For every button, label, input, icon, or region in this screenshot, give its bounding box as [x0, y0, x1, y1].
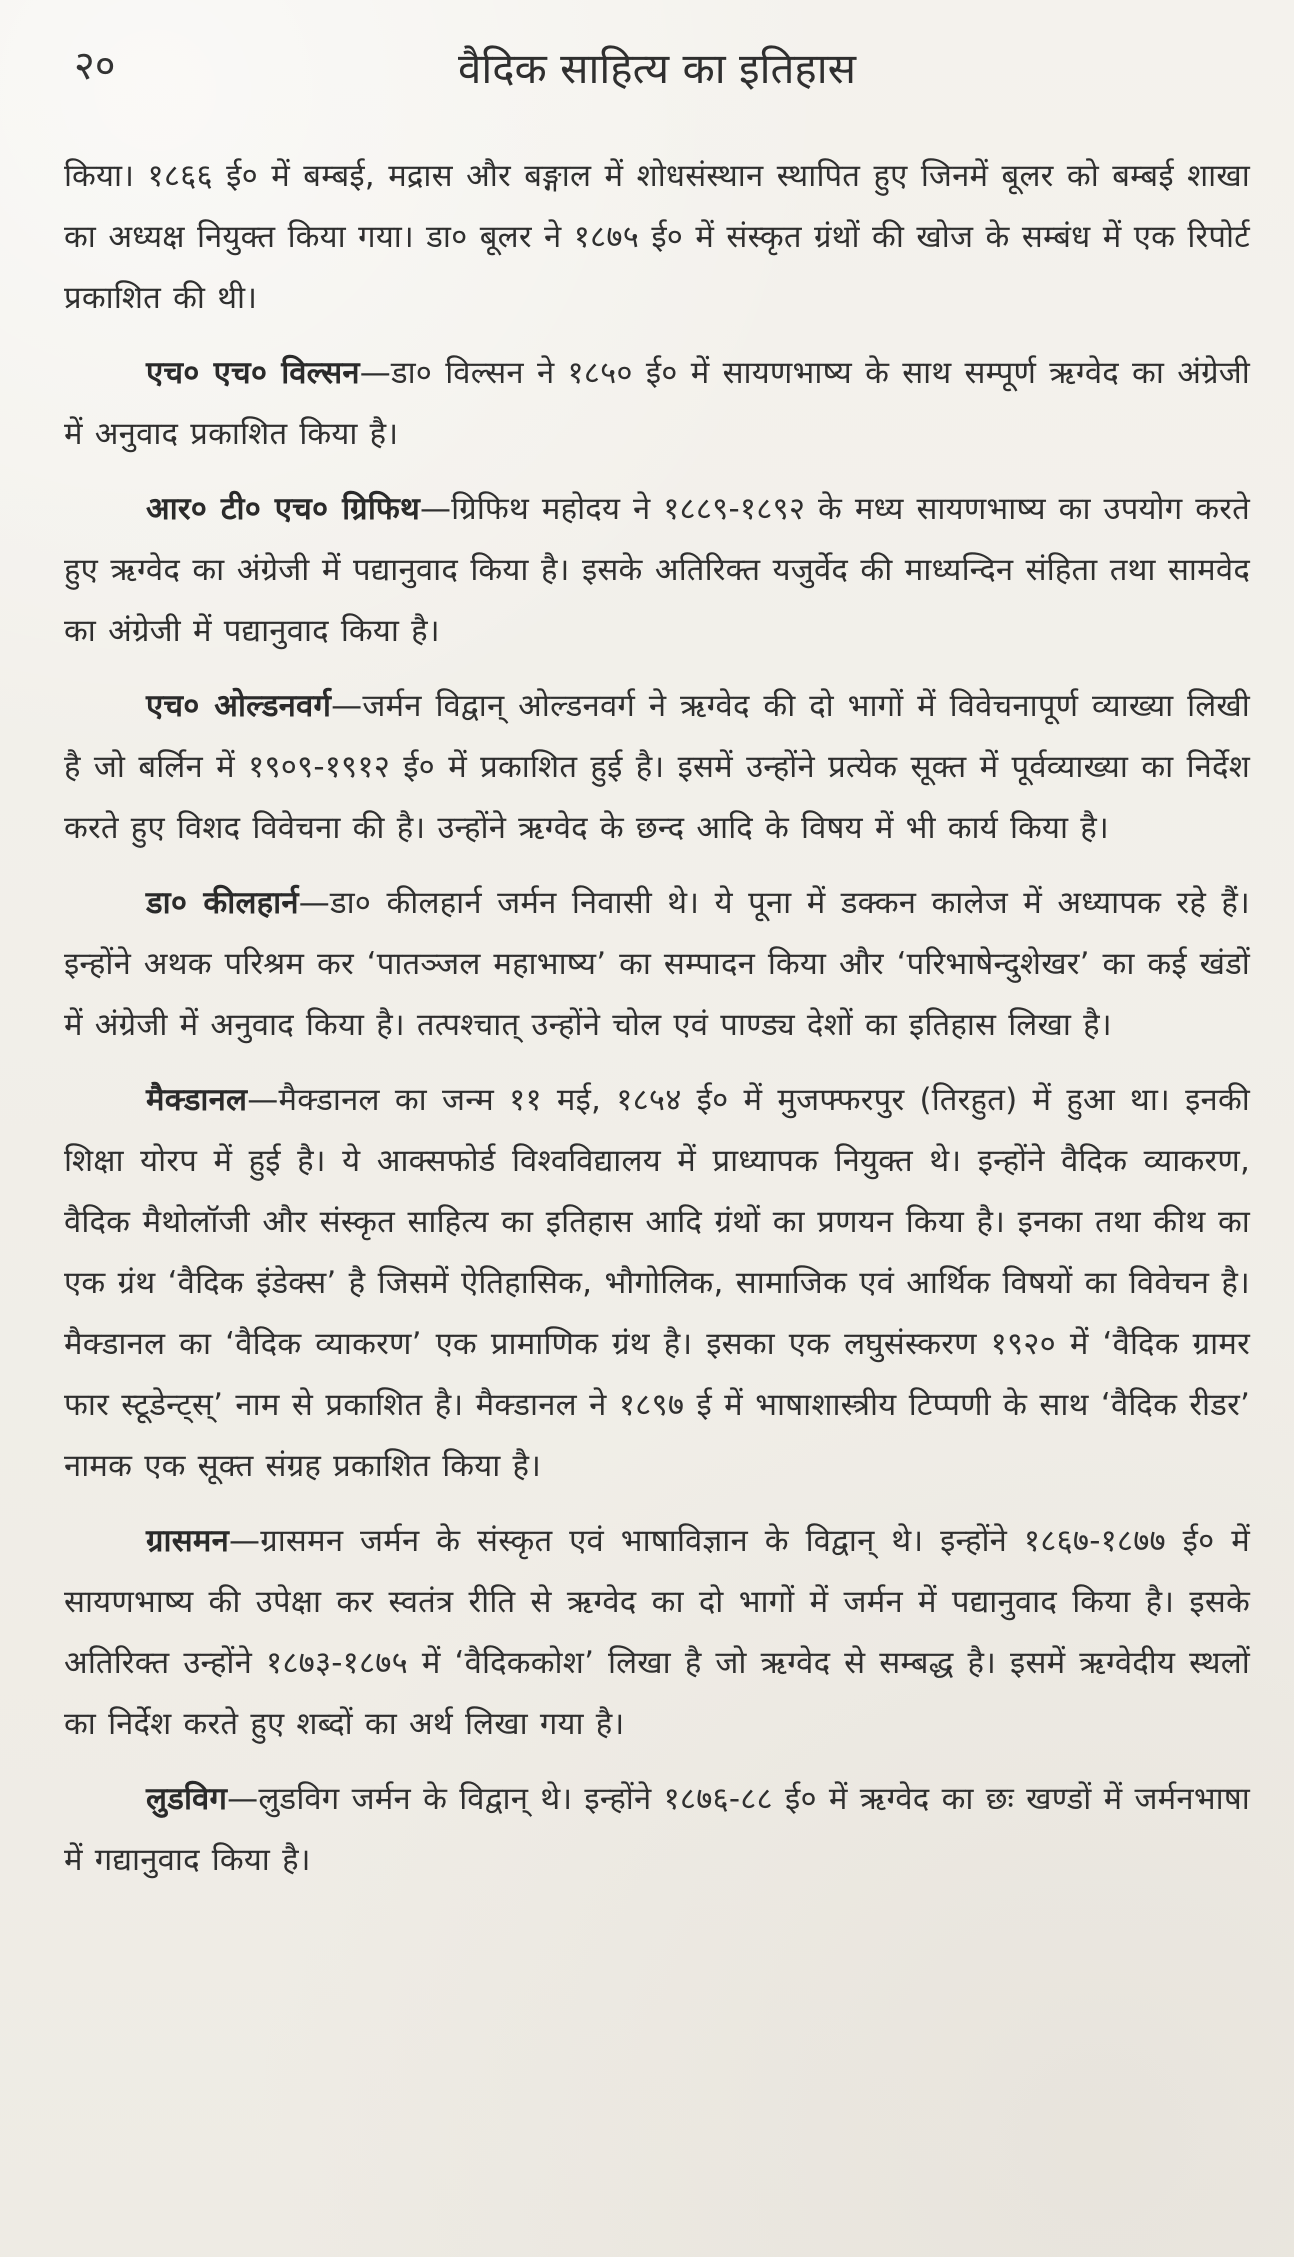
paragraph-grassmann	[64, 1511, 1250, 1755]
paragraph-ludwig	[64, 1769, 1250, 1891]
scholar-name: लुडविग	[146, 1781, 228, 1817]
paragraph-text: —ग्रासमन जर्मन के संस्कृत एवं भाषाविज्ञान के विद्वान् थे। इन्होंने १८६७-१८७७ ई० में सायणभाष्य की उपेक्षा कर स्वतंत्र रीति से ऋग्वेद का दो भागों में जर्मन में पद्यानुवाद किया है। इसके अतिरिक्त उन्होंने १८७३-१८७५ में ‘वैदिककोश’ लिखा है जो ऋग्वेद से सम्बद्ध है। इसमें ऋग्वेदीय स्थलों का निर्देश करते हुए शब्दों का अर्थ लिखा गया है।	[64, 1523, 1250, 1742]
scholar-name: एच० ओल्डनवर्ग	[146, 688, 332, 724]
scholar-name: मैक्डानल	[146, 1082, 248, 1118]
scholar-name: डा० कीलहार्न	[146, 885, 299, 921]
paragraph-oldenberg	[64, 676, 1250, 859]
paragraph-intro	[64, 146, 1250, 329]
paragraph-griffith	[64, 479, 1250, 662]
paragraph-text: —लुडविग जर्मन के विद्वान् थे। इन्होंने १८७६-८८ ई० में ऋग्वेद का छः खण्डों में जर्मनभाषा में गद्यानुवाद किया है।	[64, 1781, 1250, 1878]
scholar-name: एच० एच० विल्सन	[146, 355, 360, 391]
page-number: २०	[74, 43, 116, 89]
paragraph-text: —डा० विल्सन ने १८५० ई० में सायणभाष्य के साथ सम्पूर्ण ऋग्वेद का अंग्रेजी में अनुवाद प्रकाशित किया है।	[64, 355, 1250, 452]
scholar-name: आर० टी० एच० ग्रिफिथ	[146, 491, 420, 527]
paragraph-text: —मैक्डानल का जन्म ११ मई, १८५४ ई० में मुजफ्फरपुर (तिरहुत) में हुआ था। इनकी शिक्षा योरप में हुई है। ये आक्सफोर्ड विश्वविद्यालय में प्राध्यापक नियुक्त थे। इन्होंने वैदिक व्याकरण, वैदिक मैथोलॉजी और संस्कृत साहित्य का इतिहास आदि ग्रंथों का प्रणयन किया है। इनका तथा कीथ का एक ग्रंथ ‘वैदिक इंडेक्स’ है जिसमें ऐतिहासिक, भौगोलिक, सामाजिक एवं आर्थिक विषयों का विवेचन है। मैक्डानल का ‘वैदिक व्याकरण’ एक प्रामाणिक ग्रंथ है। इसका एक लघुसंस्करण १९२० में ‘वैदिक ग्रामर फार स्टूडेन्ट्स्’ नाम से प्रकाशित है। मैक्डानल ने १८९७ ई में भाषाशास्त्रीय टिप्पणी के साथ ‘वैदिक रीडर’ नामक एक सूक्त संग्रह प्रकाशित किया है।	[64, 1082, 1250, 1484]
paragraph-kielhorn	[64, 873, 1250, 1056]
paragraph-text: किया। १८६६ ई० में बम्बई, मद्रास और बङ्गाल में शोधसंस्थान स्थापित हुए जिनमें बूलर को बम्बई शाखा का अध्यक्ष नियुक्त किया गया। डा० बूलर ने १८७५ ई० में संस्कृत ग्रंथों की खोज के सम्बंध में एक रिपोर्ट प्रकाशित की थी।	[64, 158, 1250, 316]
paragraph-wilson	[64, 343, 1250, 465]
running-title: वैदिक साहित्य का इतिहास	[458, 44, 856, 93]
paragraph-text: —जर्मन विद्वान् ओल्डनवर्ग ने ऋग्वेद की दो भागों में विवेचनापूर्ण व्याख्या लिखी है जो बर्लिन में १९०९-१९१२ ई० में प्रकाशित हुई है। इसमें उन्होंने प्रत्येक सूक्त में पूर्वव्याख्या का निर्देश करते हुए विशद विवेचना की है। उन्होंने ऋग्वेद के छन्द आदि के विषय में भी कार्य किया है।	[64, 688, 1250, 846]
paragraph-macdonell	[64, 1070, 1250, 1497]
paragraph-text: —ग्रिफिथ महोदय ने १८८९-१८९२ के मध्य सायणभाष्य का उपयोग करते हुए ऋग्वेद का अंग्रेजी में पद्यानुवाद किया है। इसके अतिरिक्त यजुर्वेद की माध्यन्दिन संहिता तथा सामवेद का अंग्रेजी में पद्यानुवाद किया है।	[64, 491, 1250, 649]
page-content	[64, 146, 1250, 1891]
scholar-name: ग्रासमन	[146, 1523, 230, 1559]
paragraph-text: —डा० कीलहार्न जर्मन निवासी थे। ये पूना में डक्कन कालेज में अध्यापक रहे हैं। इन्होंने अथक परिश्रम कर ‘पातञ्जल महाभाष्य’ का सम्पादन किया और ‘परिभाषेन्दुशेखर’ का कई खंडों में अंग्रेजी में अनुवाद किया है। तत्पश्चात् उन्होंने चोल एवं पाण्ड्य देशों का इतिहास लिखा है।	[64, 885, 1250, 1043]
page-header	[64, 36, 1250, 112]
